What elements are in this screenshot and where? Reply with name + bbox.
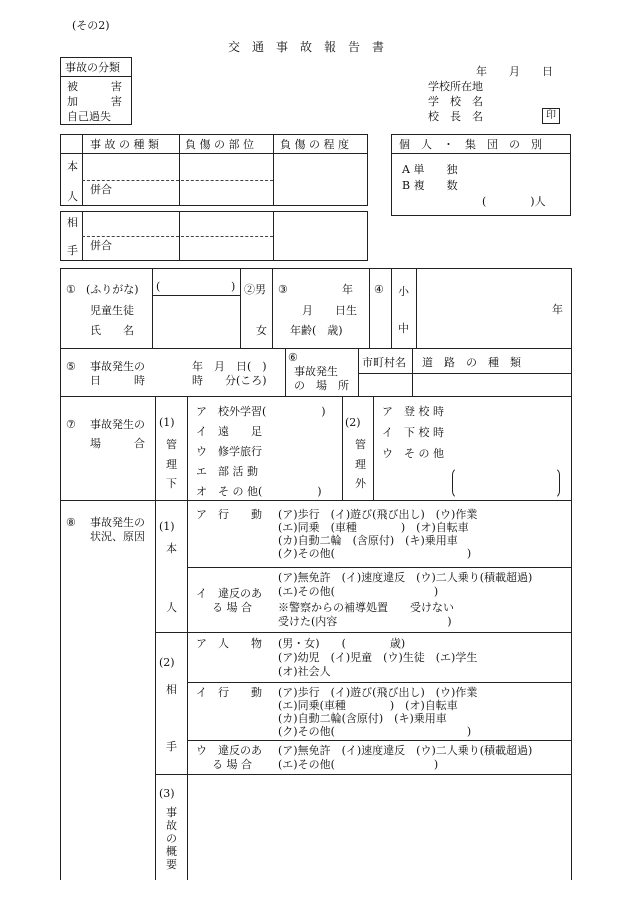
page-label: (その2)	[72, 19, 110, 32]
num-8: ⑧	[66, 516, 76, 529]
summary-section-num: (3)	[159, 787, 175, 800]
school-address-label: 学校所在地	[428, 80, 483, 93]
self-violation-line-1: (ア)無免許 (イ)速度違反 (ウ)二人乗り(積載超過)	[278, 571, 533, 584]
num-7: ⑦	[66, 418, 76, 431]
place-label-1: 事故発生	[294, 365, 338, 378]
self-action-line-1: (ア)歩行 (イ)遊び(飛び出し) (ウ)作業	[278, 508, 478, 521]
occurrence-time: 時 分(ころ)	[192, 374, 267, 387]
other-combined: 併合	[90, 239, 112, 252]
other-section-char-1: 相	[166, 683, 177, 696]
managed-char-1: 管	[166, 438, 177, 451]
self-section-char-2: 人	[166, 601, 177, 614]
self-section-char-1: 本	[166, 542, 177, 555]
situation-label-2: 場 合	[90, 437, 145, 450]
outside-item-a: ア 登 校 時	[382, 405, 444, 418]
school-name-label: 学 校 名	[428, 95, 483, 108]
seal-mark: 印	[542, 108, 560, 124]
other-person-line-3: (オ)社会人	[278, 665, 331, 678]
occurrence-label-2: 日 時	[90, 374, 145, 387]
summary-char-3: の	[166, 832, 177, 845]
self-violation-line-2: (エ)その他( )	[278, 585, 439, 598]
other-action-line-3: (カ)自動二輪(含原付) (キ)乗用車	[278, 712, 447, 725]
student-label: 児童生徒	[90, 304, 134, 317]
outside-item-b: イ 下 校 時	[382, 426, 444, 439]
other-action-line-4: (ク)その他( )	[278, 725, 472, 738]
num-1: ①	[66, 283, 76, 296]
road-type-label: 道 路 の 種 類	[422, 356, 521, 369]
managed-item-c: ウ 修学旅行	[196, 445, 262, 458]
summary-char-5: 要	[166, 858, 177, 871]
outside-char-1: 管	[355, 438, 366, 451]
self-violation-label-1: イ 違反のあ	[196, 587, 262, 600]
num-3: ③	[278, 283, 288, 296]
age-label: 年齢( 歳)	[290, 324, 343, 337]
furigana-paren-open: (	[156, 280, 161, 293]
other-action-label: イ 行 動	[196, 686, 262, 699]
num-5: ⑤	[66, 360, 76, 373]
principal-label: 校 長 名	[428, 110, 483, 123]
self-action-line-4: (ク)その他( )	[278, 547, 472, 560]
self-char-1: 本	[67, 160, 78, 173]
name-label: 氏 名	[90, 324, 134, 337]
other-person-line-2: (ア)幼児 (イ)児童 (ウ)生徒 (エ)学生	[278, 651, 478, 664]
col-injury-degree: 負 傷 の 程 度	[280, 138, 349, 151]
situation-label-1: 事故発生の	[90, 418, 145, 431]
class-self-fault: 自己過失	[67, 110, 111, 123]
occurrence-label-1: 事故発生の	[90, 360, 145, 373]
self-section-num: (1)	[159, 520, 175, 533]
outside-item-c: ウ そ の 他	[382, 447, 444, 460]
classification-header: 事故の分類	[65, 61, 120, 74]
self-combined: 併合	[90, 183, 112, 196]
other-section-num: (2)	[159, 656, 175, 669]
managed-char-3: 下	[166, 477, 177, 490]
other-violation-line-2: (エ)その他( )	[278, 758, 439, 771]
other-char-1: 相	[67, 216, 78, 229]
managed-item-d: エ 部 活 動	[196, 465, 258, 478]
cause-label-2: 状況、原因	[90, 530, 145, 543]
other-section-char-2: 手	[166, 740, 177, 753]
self-violation-line-4: 受けた(内容 )	[278, 615, 452, 628]
num-6: ⑥	[288, 351, 298, 364]
furigana-label: (ふりがな)	[86, 283, 139, 296]
summary-char-4: 概	[166, 845, 177, 858]
summary-char-1: 事	[166, 806, 177, 819]
other-violation-label-2: る 場 合	[212, 758, 252, 771]
birth-month-day: 月 日生	[302, 304, 357, 317]
summary-char-2: 故	[166, 819, 177, 832]
managed-item-a: ア 校外学習( )	[196, 405, 326, 418]
managed-num: (1)	[159, 416, 175, 429]
other-bracket	[452, 467, 560, 499]
grade-year-label: 年	[552, 303, 563, 316]
self-action-line-3: (カ)自動二輪 (含原付) (キ)乗用車	[278, 534, 458, 547]
gender-female: 女	[256, 324, 267, 337]
other-person-label: ア 人 物	[196, 637, 262, 650]
occurrence-date: 年 月 日( )	[192, 360, 267, 373]
furigana-paren-close: )	[231, 280, 236, 293]
middle-label: 中	[398, 322, 409, 335]
group-single: A 単 独	[402, 163, 458, 176]
self-action-line-2: (エ)同乗 (車種 ) (オ)自転車	[278, 521, 469, 534]
other-violation-label-1: ウ 違反のあ	[196, 744, 262, 757]
group-count: ( )人	[482, 195, 546, 208]
other-action-line-2: (エ)同乗(車種 ) (オ)自転車	[278, 699, 458, 712]
group-header: 個 人 ・ 集 団 の 別	[399, 138, 542, 151]
self-violation-line-3: ※警察からの補導処置 受けない	[278, 601, 454, 614]
place-label-2: の 場 所	[294, 379, 349, 392]
self-char-2: 人	[67, 190, 78, 203]
other-char-2: 手	[67, 244, 78, 257]
outside-num: (2)	[345, 416, 361, 429]
birth-year-label: 年	[342, 283, 353, 296]
managed-item-e: オ そ の 他( )	[196, 485, 322, 498]
date-line: 年 月 日	[476, 65, 553, 78]
outside-char-2: 理	[355, 458, 366, 471]
cause-label-1: 事故発生の	[90, 516, 145, 529]
gender-male: ②男	[244, 283, 266, 296]
page-title: 交 通 事 故 報 告 書	[228, 40, 385, 54]
group-multiple: B 複 数	[402, 179, 458, 192]
self-violation-label-2: る 場 合	[212, 601, 252, 614]
class-perpetrator: 加 害	[67, 95, 122, 108]
other-violation-line-1: (ア)無免許 (イ)速度違反 (ウ)二人乗り(積載超過)	[278, 744, 533, 757]
col-accident-type: 事 故 の 種 類	[90, 138, 159, 151]
outside-char-3: 外	[355, 477, 366, 490]
managed-char-2: 理	[166, 458, 177, 471]
elementary-label: 小	[398, 285, 409, 298]
city-label: 市町村名	[362, 356, 406, 369]
other-action-line-1: (ア)歩行 (イ)遊び(飛び出し) (ウ)作業	[278, 686, 478, 699]
other-person-line-1: (男・女) ( 歳)	[278, 637, 406, 650]
managed-item-b: イ 遠 足	[196, 425, 262, 438]
self-action-label: ア 行 動	[196, 508, 262, 521]
class-victim: 被 害	[67, 80, 122, 93]
col-injury-part: 負 傷 の 部 位	[185, 138, 254, 151]
num-4: ④	[374, 283, 384, 296]
